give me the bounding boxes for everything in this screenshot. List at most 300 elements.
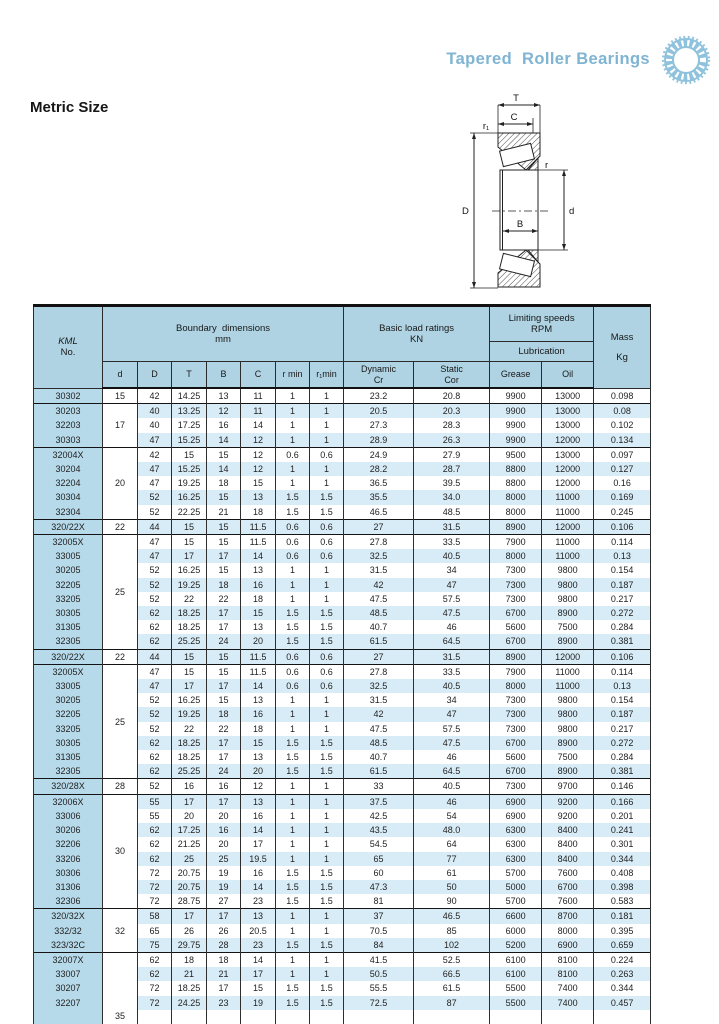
- data-cell: 13000: [542, 404, 594, 419]
- data-cell: 52: [138, 563, 172, 577]
- data-cell: 64.5: [414, 764, 490, 779]
- data-cell: 0.114: [594, 664, 651, 679]
- data-cell: 18: [241, 505, 276, 520]
- data-cell: 9800: [542, 707, 594, 721]
- data-cell: 20.5: [241, 924, 276, 938]
- data-cell: 7400: [542, 996, 594, 1010]
- dim-r-label: r: [545, 160, 549, 171]
- data-cell: 12: [241, 447, 276, 462]
- data-cell: 18: [207, 578, 241, 592]
- data-cell: [594, 1010, 651, 1024]
- data-cell: 44: [138, 519, 172, 534]
- data-cell: 102: [414, 938, 490, 953]
- data-cell: 11000: [542, 535, 594, 550]
- kml-no-cell: 33205: [34, 722, 103, 736]
- data-cell: 5600: [490, 750, 542, 764]
- data-cell: 1: [276, 909, 310, 924]
- data-cell: 48.5: [414, 505, 490, 520]
- data-cell: 12000: [542, 462, 594, 476]
- data-cell: 32.5: [344, 679, 414, 693]
- data-cell: 14: [241, 880, 276, 894]
- data-cell: 0.381: [594, 764, 651, 779]
- table-row: [34, 794, 651, 809]
- data-cell: 0.146: [594, 779, 651, 794]
- data-cell: 20.8: [414, 388, 490, 404]
- data-cell: 0.583: [594, 894, 651, 909]
- data-cell: 0.6: [276, 447, 310, 462]
- data-cell: 15: [172, 649, 207, 664]
- data-cell: 8900: [490, 519, 542, 534]
- data-cell: 1.5: [276, 880, 310, 894]
- bearing-logo-icon: [659, 33, 713, 87]
- data-cell: 8900: [542, 634, 594, 649]
- dim-d-label: d: [569, 206, 575, 217]
- data-cell: 1.5: [276, 996, 310, 1010]
- data-cell: 1: [276, 952, 310, 967]
- data-cell: 57.5: [414, 592, 490, 606]
- data-cell: 0.6: [310, 447, 344, 462]
- data-cell: 18: [207, 476, 241, 490]
- kml-no-cell: 30205: [34, 563, 103, 577]
- data-cell: 17: [172, 909, 207, 924]
- data-cell: 15: [172, 447, 207, 462]
- kml-no-cell: 32007X: [34, 952, 103, 967]
- bearing-cross-section-diagram: [450, 90, 719, 305]
- data-cell: 8100: [542, 967, 594, 981]
- data-cell: 0.284: [594, 750, 651, 764]
- data-cell: 8800: [490, 462, 542, 476]
- data-cell: 19.25: [172, 707, 207, 721]
- data-cell: 7300: [490, 722, 542, 736]
- data-cell: 15: [241, 476, 276, 490]
- data-cell: 1: [310, 563, 344, 577]
- data-cell: 0.6: [276, 519, 310, 534]
- kml-no-cell: 320/22X: [34, 519, 103, 534]
- data-cell: 16.25: [172, 693, 207, 707]
- data-cell: 19: [207, 866, 241, 880]
- data-cell: 65: [138, 924, 172, 938]
- data-cell: 20: [241, 634, 276, 649]
- data-cell: 47: [138, 549, 172, 563]
- data-cell: 70.5: [344, 924, 414, 938]
- data-cell: 1: [310, 779, 344, 794]
- data-cell: 1.5: [310, 880, 344, 894]
- data-cell: 33.5: [414, 664, 490, 679]
- data-cell: 8900: [542, 606, 594, 620]
- data-cell: 1.5: [276, 750, 310, 764]
- data-cell: 15.25: [172, 433, 207, 448]
- data-cell: 13: [241, 490, 276, 504]
- data-cell: 1.5: [310, 981, 344, 995]
- data-cell: 9800: [542, 722, 594, 736]
- data-cell: 1: [310, 476, 344, 490]
- data-cell: 62: [138, 750, 172, 764]
- data-cell: 13: [241, 909, 276, 924]
- data-cell: 61: [414, 866, 490, 880]
- col-header-limiting-speeds: Limiting speeds RPM: [490, 306, 594, 342]
- dim-C-label: C: [510, 112, 518, 123]
- data-cell: 16: [241, 578, 276, 592]
- data-cell: 9900: [490, 404, 542, 419]
- data-cell: 23: [207, 996, 241, 1010]
- kml-no-cell: 320/28X: [34, 779, 103, 794]
- data-cell: 15: [241, 606, 276, 620]
- data-cell: 24.25: [172, 996, 207, 1010]
- data-cell: 12000: [542, 519, 594, 534]
- kml-no-cell: 33007: [34, 967, 103, 981]
- kml-no-cell: 332/32: [34, 924, 103, 938]
- data-cell: 54.5: [344, 837, 414, 851]
- data-cell: 1: [310, 592, 344, 606]
- data-cell: 1: [276, 388, 310, 404]
- data-cell: 6100: [490, 967, 542, 981]
- data-cell: 0.154: [594, 693, 651, 707]
- data-cell: 47.5: [344, 592, 414, 606]
- data-cell: 6000: [490, 924, 542, 938]
- data-cell: 15: [207, 563, 241, 577]
- data-cell: 72: [138, 866, 172, 880]
- table-row: [34, 952, 651, 967]
- kml-no-cell: 30206: [34, 823, 103, 837]
- data-cell: 18: [207, 952, 241, 967]
- data-cell: 40.7: [344, 620, 414, 634]
- data-cell: [344, 1010, 414, 1024]
- data-cell: 1.5: [276, 866, 310, 880]
- data-cell: 42: [344, 578, 414, 592]
- data-cell: 37: [344, 909, 414, 924]
- data-cell: 14: [241, 679, 276, 693]
- data-cell: 0.13: [594, 549, 651, 563]
- data-cell: 1.5: [276, 505, 310, 520]
- data-cell: 13: [207, 388, 241, 404]
- data-cell: 17: [172, 679, 207, 693]
- data-cell: 0.114: [594, 535, 651, 550]
- data-cell: 1: [310, 909, 344, 924]
- table-row: [34, 664, 651, 679]
- data-cell: 1: [310, 707, 344, 721]
- bearing-table-body: [34, 388, 651, 1024]
- data-cell: 40.5: [414, 779, 490, 794]
- d-group-cell: 25: [103, 664, 138, 779]
- data-cell: 11.5: [241, 535, 276, 550]
- section-title: Metric Size: [30, 99, 109, 116]
- data-cell: 19.5: [241, 852, 276, 866]
- data-cell: 1: [276, 809, 310, 823]
- data-cell: [241, 1010, 276, 1024]
- data-cell: 66.5: [414, 967, 490, 981]
- data-cell: 5700: [490, 894, 542, 909]
- data-cell: 12000: [542, 649, 594, 664]
- data-cell: 21.25: [172, 837, 207, 851]
- data-cell: [172, 1010, 207, 1024]
- data-cell: 9800: [542, 693, 594, 707]
- kml-no-cell: 31305: [34, 750, 103, 764]
- data-cell: 15: [207, 664, 241, 679]
- data-cell: 40.5: [414, 679, 490, 693]
- data-cell: 11.5: [241, 519, 276, 534]
- d-group-cell: 28: [103, 779, 138, 794]
- data-cell: 1: [310, 967, 344, 981]
- kml-no-cell: 30302: [34, 388, 103, 404]
- data-cell: 20: [241, 764, 276, 779]
- data-cell: 11.5: [241, 664, 276, 679]
- kml-no-cell: 33205: [34, 592, 103, 606]
- data-cell: 1: [276, 476, 310, 490]
- data-cell: 0.6: [310, 549, 344, 563]
- data-cell: 75: [138, 938, 172, 953]
- data-cell: 62: [138, 852, 172, 866]
- data-cell: 62: [138, 967, 172, 981]
- data-cell: 14: [207, 433, 241, 448]
- col-header-C: C: [241, 362, 276, 389]
- data-cell: 47.3: [344, 880, 414, 894]
- data-cell: 62: [138, 952, 172, 967]
- data-cell: 17: [207, 794, 241, 809]
- data-cell: 90: [414, 894, 490, 909]
- data-cell: 0.169: [594, 490, 651, 504]
- data-cell: 16.25: [172, 563, 207, 577]
- data-cell: 34.0: [414, 490, 490, 504]
- kml-no-cell: 30303: [34, 433, 103, 448]
- data-cell: 0.6: [276, 679, 310, 693]
- data-cell: 23: [241, 894, 276, 909]
- data-cell: 0.6: [310, 535, 344, 550]
- data-cell: 0.398: [594, 880, 651, 894]
- data-cell: 22.25: [172, 505, 207, 520]
- data-cell: 55: [138, 809, 172, 823]
- data-cell: 12000: [542, 476, 594, 490]
- data-cell: 26: [172, 924, 207, 938]
- brand-title: Tapered Roller Bearings: [446, 50, 650, 68]
- data-cell: 34: [414, 693, 490, 707]
- data-cell: 46.5: [344, 505, 414, 520]
- data-cell: 8000: [542, 924, 594, 938]
- data-cell: 0.224: [594, 952, 651, 967]
- data-cell: 47: [138, 462, 172, 476]
- data-cell: 5500: [490, 996, 542, 1010]
- data-cell: 33.5: [414, 535, 490, 550]
- data-cell: 14: [207, 462, 241, 476]
- data-cell: 0.181: [594, 909, 651, 924]
- data-cell: 16.25: [172, 490, 207, 504]
- table-row: [34, 909, 651, 924]
- data-cell: 9900: [490, 418, 542, 432]
- data-cell: 7300: [490, 578, 542, 592]
- col-header-load-ratings: Basic load ratings KN: [344, 306, 490, 362]
- data-cell: 25.25: [172, 764, 207, 779]
- data-cell: 6300: [490, 837, 542, 851]
- data-cell: 8000: [490, 679, 542, 693]
- col-header-B: B: [207, 362, 241, 389]
- data-cell: 8800: [490, 476, 542, 490]
- cone-body: [500, 170, 538, 250]
- data-cell: 13000: [542, 447, 594, 462]
- data-cell: [542, 1010, 594, 1024]
- data-cell: 47: [138, 433, 172, 448]
- data-cell: 22: [207, 592, 241, 606]
- data-cell: 8900: [542, 736, 594, 750]
- data-cell: 1: [276, 578, 310, 592]
- data-cell: 0.154: [594, 563, 651, 577]
- data-cell: 28.3: [414, 418, 490, 432]
- data-cell: 13: [241, 563, 276, 577]
- data-cell: 11000: [542, 664, 594, 679]
- data-cell: 17: [241, 837, 276, 851]
- data-cell: 14: [241, 549, 276, 563]
- data-cell: 16: [241, 707, 276, 721]
- data-cell: 8700: [542, 909, 594, 924]
- data-cell: 6300: [490, 852, 542, 866]
- data-cell: 0.217: [594, 592, 651, 606]
- kml-no-cell: 32005X: [34, 664, 103, 679]
- data-cell: 11: [241, 388, 276, 404]
- data-cell: 1: [276, 837, 310, 851]
- kml-no-cell: 32005X: [34, 535, 103, 550]
- data-cell: 15: [172, 664, 207, 679]
- data-cell: 58: [138, 909, 172, 924]
- data-cell: 31.5: [344, 563, 414, 577]
- col-header-mass: Mass Kg: [594, 306, 651, 389]
- data-cell: 12000: [542, 433, 594, 448]
- data-cell: 0.241: [594, 823, 651, 837]
- data-cell: 12: [241, 433, 276, 448]
- data-cell: 1: [276, 433, 310, 448]
- data-cell: 1: [310, 404, 344, 419]
- data-cell: 1: [310, 952, 344, 967]
- kml-no-cell: 323/32C: [34, 938, 103, 953]
- data-cell: 0.08: [594, 404, 651, 419]
- data-cell: 15.25: [172, 462, 207, 476]
- kml-no-cell: 32207: [34, 996, 103, 1010]
- data-cell: 50.5: [344, 967, 414, 981]
- data-cell: 25: [207, 852, 241, 866]
- data-cell: 1: [310, 837, 344, 851]
- data-cell: 15: [241, 736, 276, 750]
- kml-no-cell: 30304: [34, 490, 103, 504]
- data-cell: 20.75: [172, 880, 207, 894]
- data-cell: 12: [241, 779, 276, 794]
- data-cell: 22: [172, 722, 207, 736]
- data-cell: 21: [207, 967, 241, 981]
- data-cell: 6700: [490, 606, 542, 620]
- data-cell: 1.5: [276, 938, 310, 953]
- data-cell: 27.3: [344, 418, 414, 432]
- kml-no-cell: 32205: [34, 578, 103, 592]
- data-cell: 0.6: [310, 649, 344, 664]
- data-cell: 62: [138, 620, 172, 634]
- data-cell: 34: [414, 563, 490, 577]
- data-cell: 0.659: [594, 938, 651, 953]
- data-cell: 42: [344, 707, 414, 721]
- data-cell: 0.134: [594, 433, 651, 448]
- data-cell: 13: [241, 750, 276, 764]
- data-cell: 1: [276, 779, 310, 794]
- data-cell: 28.9: [344, 433, 414, 448]
- data-cell: 17: [172, 794, 207, 809]
- data-cell: 46: [414, 750, 490, 764]
- data-cell: 1.5: [276, 620, 310, 634]
- kml-no-cell: 320/22X: [34, 649, 103, 664]
- kml-no-cell: 30305: [34, 736, 103, 750]
- data-cell: 9800: [542, 592, 594, 606]
- data-cell: 16: [241, 866, 276, 880]
- data-cell: 0.6: [310, 664, 344, 679]
- data-cell: 0.457: [594, 996, 651, 1010]
- data-cell: 13: [241, 620, 276, 634]
- data-cell: 1: [310, 578, 344, 592]
- data-cell: 31.5: [414, 519, 490, 534]
- data-cell: 42.5: [344, 809, 414, 823]
- data-cell: 29.75: [172, 938, 207, 953]
- data-cell: 52: [138, 505, 172, 520]
- data-cell: 18.25: [172, 620, 207, 634]
- col-header-r1min: r₁min: [310, 362, 344, 389]
- data-cell: 13: [241, 794, 276, 809]
- data-cell: 20.3: [414, 404, 490, 419]
- data-cell: 6700: [490, 764, 542, 779]
- data-cell: 7500: [542, 620, 594, 634]
- kml-no-cell: [34, 1010, 103, 1024]
- data-cell: 15: [207, 693, 241, 707]
- data-cell: 6600: [490, 909, 542, 924]
- kml-no-cell: 32305: [34, 634, 103, 649]
- data-cell: 15: [207, 490, 241, 504]
- data-cell: 1: [276, 462, 310, 476]
- data-cell: 33: [344, 779, 414, 794]
- data-cell: 36.5: [344, 476, 414, 490]
- data-cell: 0.098: [594, 388, 651, 404]
- data-cell: 0.6: [276, 664, 310, 679]
- data-cell: 13000: [542, 388, 594, 404]
- data-cell: 18.25: [172, 606, 207, 620]
- data-cell: 47.5: [414, 736, 490, 750]
- bearing-spec-table: [33, 304, 651, 1024]
- data-cell: 62: [138, 823, 172, 837]
- data-cell: 21: [207, 505, 241, 520]
- data-cell: 9200: [542, 809, 594, 823]
- col-header-dynamic: Dynamic Cr: [344, 362, 414, 389]
- data-cell: 17: [207, 679, 241, 693]
- data-cell: 15: [241, 981, 276, 995]
- data-cell: 17: [207, 981, 241, 995]
- kml-no-cell: 32004X: [34, 447, 103, 462]
- data-cell: 15: [207, 519, 241, 534]
- data-cell: 8400: [542, 852, 594, 866]
- data-cell: 47: [414, 578, 490, 592]
- data-cell: 0.201: [594, 809, 651, 823]
- data-cell: 16: [241, 809, 276, 823]
- data-cell: 26: [207, 924, 241, 938]
- kml-no-cell: 30306: [34, 866, 103, 880]
- data-cell: 20.5: [344, 404, 414, 419]
- data-cell: 46: [414, 620, 490, 634]
- data-cell: 28.2: [344, 462, 414, 476]
- data-cell: 17: [241, 967, 276, 981]
- data-cell: 72: [138, 981, 172, 995]
- data-cell: 1.5: [276, 981, 310, 995]
- data-cell: 64.5: [414, 634, 490, 649]
- kml-no-cell: 32006X: [34, 794, 103, 809]
- data-cell: 55.5: [344, 981, 414, 995]
- data-cell: 16: [172, 779, 207, 794]
- data-cell: 37.5: [344, 794, 414, 809]
- data-cell: 5200: [490, 938, 542, 953]
- data-cell: 1.5: [276, 736, 310, 750]
- data-cell: 0.272: [594, 736, 651, 750]
- data-cell: 18: [172, 952, 207, 967]
- data-cell: 5500: [490, 981, 542, 995]
- data-cell: 52.5: [414, 952, 490, 967]
